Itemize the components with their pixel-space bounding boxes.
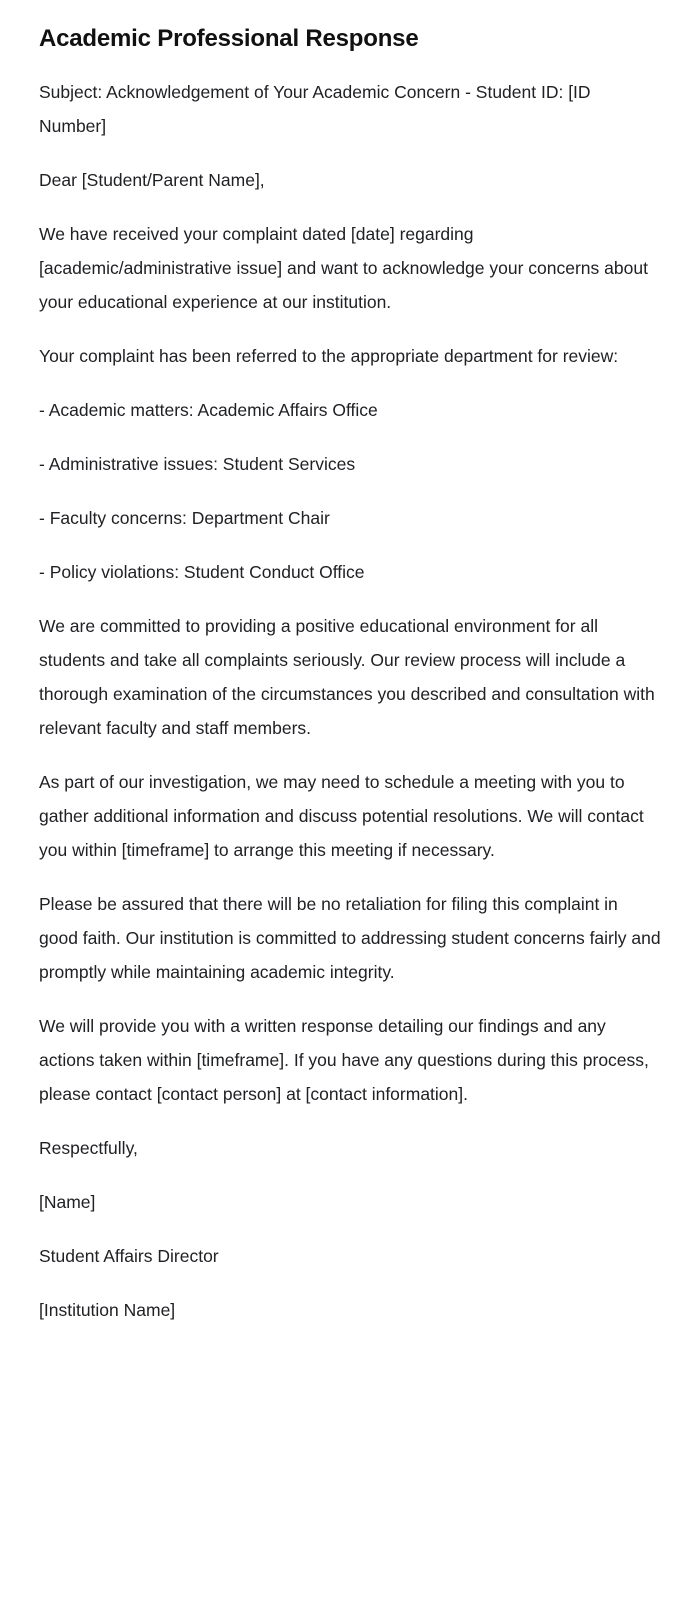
referral-item-faculty: - Faculty concerns: Department Chair (39, 508, 330, 528)
body-paragraph-no-retaliation: Please be assured that there will be no retaliation for filing this complaint in good faith. Our institution is committed to addressing student concerns fairly and promptly while maintaining academic integrity. (39, 894, 661, 982)
signature-title: Student Affairs Director (39, 1246, 219, 1266)
salutation: Dear [Student/Parent Name], (39, 170, 265, 190)
body-paragraph-investigation: As part of our investigation, we may need to schedule a meeting with you to gather additional information and discuss potential resolutions. We will contact you within [timeframe] to arrange this meeting if necessary. (39, 772, 644, 860)
page-title: Academic Professional Response (39, 25, 419, 52)
body-paragraph-commitment: We are committed to providing a positive educational environment for all students and take all complaints seriously. Our review process will include a thorough examination of the circumstances you described and consultation with relevant faculty and staff members. (39, 616, 655, 738)
subject-line: Subject: Acknowledgement of Your Academic Concern - Student ID: [ID Number] (39, 82, 591, 136)
referral-item-academic: - Academic matters: Academic Affairs Office (39, 400, 378, 420)
referral-item-administrative: - Administrative issues: Student Services (39, 454, 356, 474)
signature-name: [Name] (39, 1192, 96, 1212)
referral-item-policy: - Policy violations: Student Conduct Office (39, 562, 365, 582)
body-paragraph-referred: Your complaint has been referred to the appropriate department for review: (39, 346, 619, 366)
body-paragraph-received: We have received your complaint dated [date] regarding [academic/administrative issue] and want to acknowledge your concerns about your educational experience at our institution. (39, 224, 648, 312)
body-paragraph-written-response: We will provide you with a written response detailing our findings and any actions taken within [timeframe]. If you have any questions during this process, please contact [contact person] at [contact information]. (39, 1016, 649, 1104)
closing-line: Respectfully, (39, 1138, 138, 1158)
signature-institution: [Institution Name] (39, 1300, 176, 1320)
